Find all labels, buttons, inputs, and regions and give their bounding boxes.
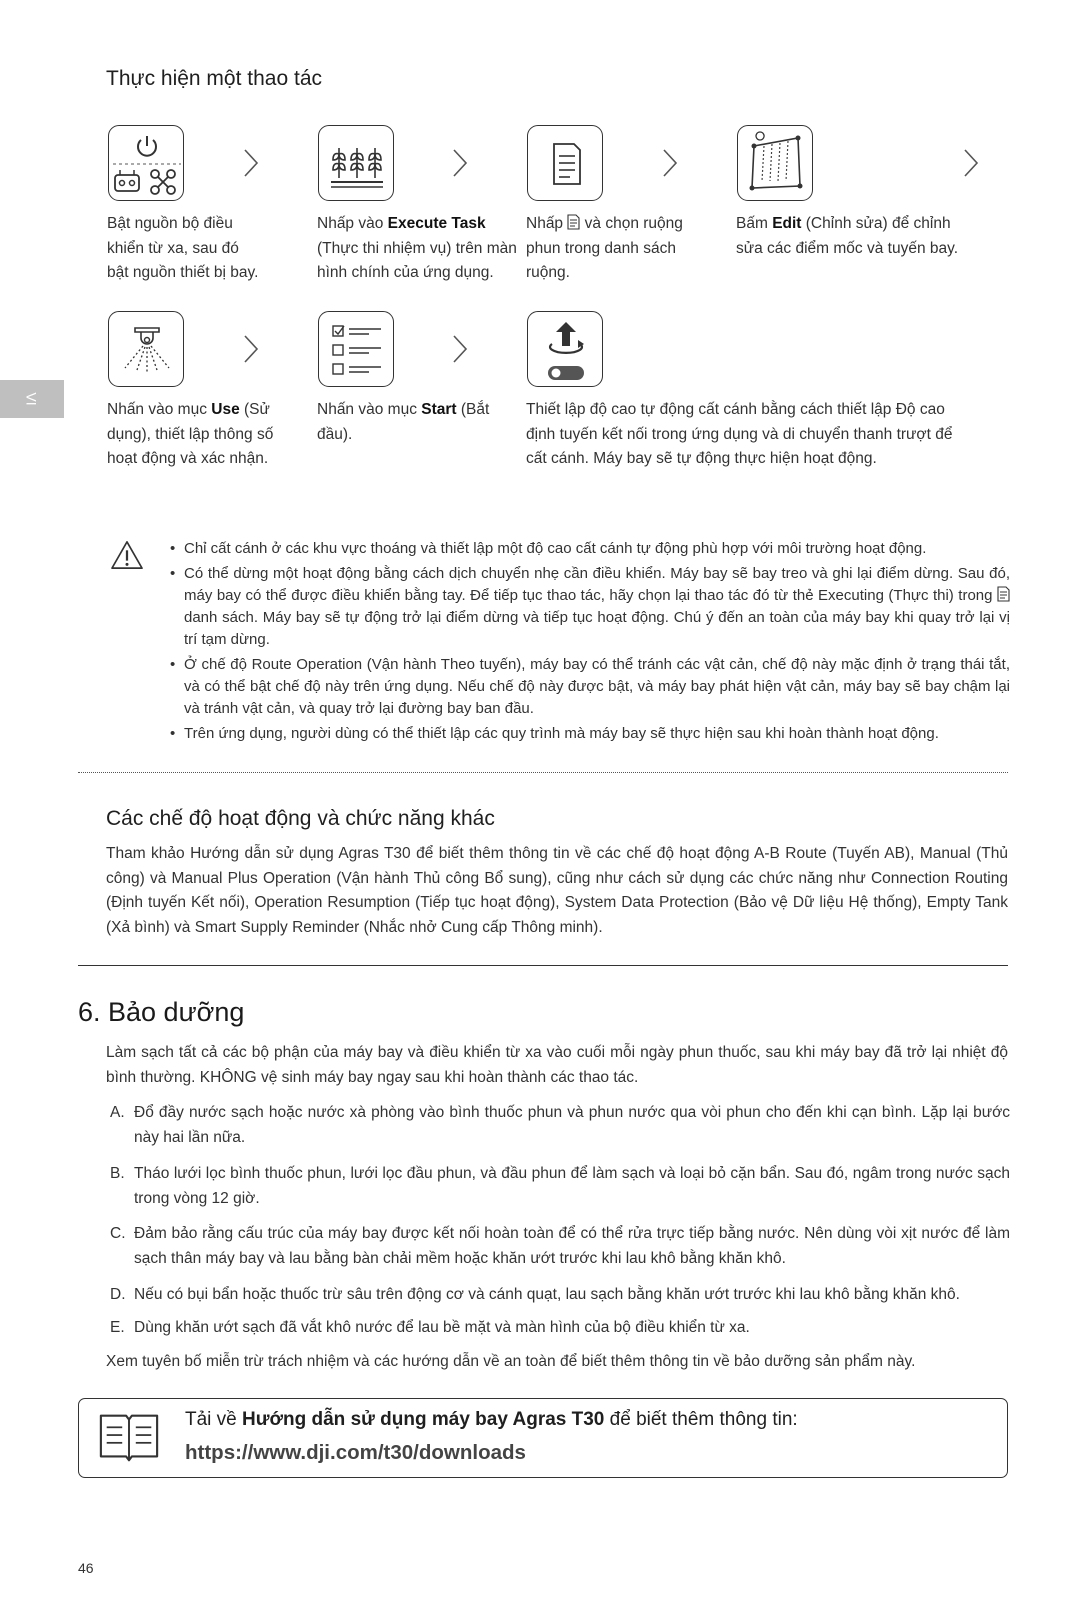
step-2-line-1a: Nhấp vào [317, 215, 388, 232]
section-title-modes: Các chế độ hoạt động và chức năng khác [106, 807, 495, 830]
book-icon [97, 1411, 161, 1463]
chevron-right-icon [450, 148, 470, 178]
step-4-keyword: Edit [772, 215, 802, 232]
step-5-keyword: Use [211, 401, 240, 418]
route-edit-icon [738, 126, 814, 202]
crops-icon [319, 126, 395, 202]
warning-item-2 [170, 563, 1010, 651]
step-4-text [736, 212, 996, 261]
warning-item-1: • Chỉ cất cánh ở các khu vực thoáng và thiết lập một độ cao cất cánh tự động phù hợp với môi trường hoạt động. [170, 538, 1010, 560]
step-5-line-1c: (Sử [239, 401, 270, 418]
dotted-divider [78, 772, 1008, 773]
step-5-line-3: hoạt động và xác nhận. [107, 450, 269, 467]
step-5-text [107, 398, 307, 472]
warning-icon [110, 540, 144, 570]
page-number: 46 [78, 1560, 94, 1576]
language-tab-label: VI [23, 392, 40, 406]
takeoff-slider-icon [528, 312, 604, 388]
list-letter: D. [110, 1286, 126, 1303]
step-5-icon-box [108, 311, 184, 387]
download-prefix: Tải về [185, 1409, 243, 1430]
step-1-line-1: Bật nguồn bộ điều [107, 215, 233, 232]
step-4-icon-box [737, 125, 813, 201]
list-text: Dùng khăn ướt sạch đã vắt khô nước để lau bề mặt và màn hình của bộ điều khiển từ xa. [134, 1319, 750, 1336]
step-2-icon-box [318, 125, 394, 201]
download-link[interactable]: https://www.dji.com/t30/downloads [185, 1441, 526, 1464]
modes-body: Tham khảo Hướng dẫn sử dụng Agras T30 để biết thêm thông tin về các chế độ hoạt động A-B Route (Tuyến AB), Manual (Thủ công) và Manual Plus Operation (Vận hành Thủ công Bổ sung), cũng như cách sử dụng các chức năng như Connection Routing (Định tuyến Kết nối), Operation Resumption (Tiếp tục hoạt động), System Data Protection (Bảo vệ Dữ liệu Hệ thống), Empty Tank (Xả bình) và Smart Supply Reminder (Nhắc nhở Cung cấp Thông minh). [106, 845, 1008, 936]
chevron-right-icon [660, 148, 680, 178]
section-title-maintenance: 6. Bảo dưỡng [78, 997, 245, 1027]
list-letter: E. [110, 1319, 125, 1336]
step-3-text [526, 212, 726, 286]
step-1-line-2: khiển từ xa, sau đó [107, 239, 239, 257]
power-rc-drone-icon [109, 126, 185, 202]
chevron-right-icon [961, 148, 981, 178]
step-3-icon-box [527, 125, 603, 201]
step-4-line-1c: (Chỉnh sửa) để chỉnh [801, 215, 951, 232]
step-2-text [317, 212, 522, 286]
step-1-line-3: bật nguồn thiết bị bay. [107, 264, 259, 281]
step-4-line-2: sửa các điểm mốc và tuyến bay. [736, 239, 959, 257]
chevron-right-icon [241, 334, 261, 364]
step-6-line-1a: Nhấn vào mục [317, 401, 422, 418]
warning-item-2-b: danh sách. Máy bay sẽ tự động trở lại điểm dừng và tiếp tục hoạt động. Chú ý đến an toàn của máy bay khi quay trở lại vị trí tạm dừng. [184, 609, 1010, 648]
download-box [78, 1398, 1008, 1478]
list-letter: A. [110, 1104, 125, 1121]
step-2-keyword: Execute Task [387, 215, 486, 232]
chevron-right-icon [450, 334, 470, 364]
step-3-line-1a: Nhấp [526, 215, 568, 232]
checklist-icon [319, 312, 395, 388]
step-6-icon-box [318, 311, 394, 387]
step-1-icon-box [108, 125, 184, 201]
warning-item-3: • Ở chế độ Route Operation (Vận hành Theo tuyến), máy bay có thể tránh các vật cản, chế độ này mặc định ở trạng thái tắt, và có thể bật chế độ này trên ứng dụng. Nếu chế độ này được bật, và máy bay phát hiện vật cản, máy bay sẽ bay chậm lại và tránh vật cản, và quay trở lại đường bay ban đầu. [170, 654, 1010, 720]
step-7-line-3: cất cánh. Máy bay sẽ tự động thực hiện hoạt động. [526, 450, 877, 467]
list-text: Đổ đầy nước sạch hoặc nước xà phòng vào bình thuốc phun và phun nước qua vòi phun cho đến khi cạn bình. Lặp lại bước này hai lần nữa. [134, 1104, 1010, 1146]
maintenance-outro: Xem tuyên bố miễn trừ trách nhiệm và các hướng dẫn về an toàn để biết thêm thông tin về bảo dưỡng sản phẩm này. [106, 1353, 916, 1370]
list-text: Đảm bảo rằng cấu trúc của máy bay được kết nối hoàn toàn để có thể rửa trực tiếp bằng nước. Nên dùng vòi xịt nước để làm sạch thân máy bay và lau bằng bàn chải mềm hoặc khăn ướt trước khi lau khô bằng khăn khô. [134, 1225, 1010, 1267]
maintenance-intro: Làm sạch tất cả các bộ phận của máy bay và điều khiển từ xa vào cuối mỗi ngày phun thuốc, sau khi máy bay đã trở lại nhiệt độ bình thường. KHÔNG vệ sinh máy bay ngay sau khi hoàn thành các thao tác. [106, 1044, 1008, 1086]
step-6-text [317, 398, 517, 447]
warning-item-4: • Trên ứng dụng, người dùng có thể thiết lập các quy trình mà máy bay sẽ thực hiện sau khi hoàn thành hoạt động. [170, 723, 1010, 745]
step-6-line-1c: (Bắt [456, 401, 490, 418]
step-1-text [107, 212, 307, 286]
warning-list [170, 538, 1010, 748]
step-3-line-1b: và chọn ruộng [580, 215, 683, 232]
download-manual-name: Hướng dẫn sử dụng máy bay Agras T30 [242, 1409, 605, 1430]
list-letter: B. [110, 1165, 125, 1182]
download-suffix: để biết thêm thông tin: [604, 1409, 798, 1430]
step-7-text [526, 398, 1006, 472]
step-4-line-1a: Bấm [736, 215, 773, 232]
step-7-icon-box [527, 311, 603, 387]
step-3-line-2: phun trong danh sách [526, 239, 676, 257]
list-text: Nếu có bụi bẩn hoặc thuốc trừ sâu trên động cơ và cánh quạt, lau sạch bằng khăn ướt trước khi lau khô bằng khăn khô. [134, 1286, 960, 1303]
field-list-icon [567, 214, 580, 230]
list-letter: C. [110, 1225, 126, 1242]
warning-item-2-a: Có thể dừng một hoạt động bằng cách dịch chuyển nhẹ cần điều khiển. Máy bay sẽ bay treo và ghi lại điểm dừng. Sau đó, máy bay có thể được điều khiển bằng tay. Để tiếp tục thao tác, hãy chọn lại thao tác đó từ thẻ Executing (Thực thi) trong [184, 565, 1010, 604]
field-list-icon [528, 126, 604, 202]
step-7-line-1: Thiết lập độ cao tự động cất cánh bằng cách thiết lập Độ cao [526, 401, 945, 418]
field-list-icon [997, 586, 1010, 602]
step-2-line-3: hình chính của ứng dụng. [317, 264, 494, 281]
step-5-line-1a: Nhấn vào mục [107, 401, 212, 418]
download-text [185, 1409, 798, 1431]
chevron-right-icon [241, 148, 261, 178]
step-3-line-3: ruộng. [526, 264, 570, 281]
step-6-line-2: đầu). [317, 425, 353, 443]
list-text: Tháo lưới lọc bình thuốc phun, lưới lọc đầu phun, và đầu phun để làm sạch và loại bỏ cặn bẩn. Sau đó, ngâm trong nước sạch trong vòng 12 giờ. [134, 1165, 1010, 1207]
section-title-operation: Thực hiện một thao tác [106, 67, 322, 90]
step-7-line-2: định tuyến kết nối trong ứng dụng và di chuyển thanh trượt để [526, 425, 953, 443]
step-5-line-2: dụng), thiết lập thông số [107, 425, 274, 443]
language-tab [0, 380, 64, 418]
section-divider [78, 965, 1008, 966]
step-2-line-2: (Thực thi nhiệm vụ) trên màn [317, 239, 517, 257]
sprayer-icon [109, 312, 185, 388]
step-6-keyword: Start [421, 401, 457, 418]
